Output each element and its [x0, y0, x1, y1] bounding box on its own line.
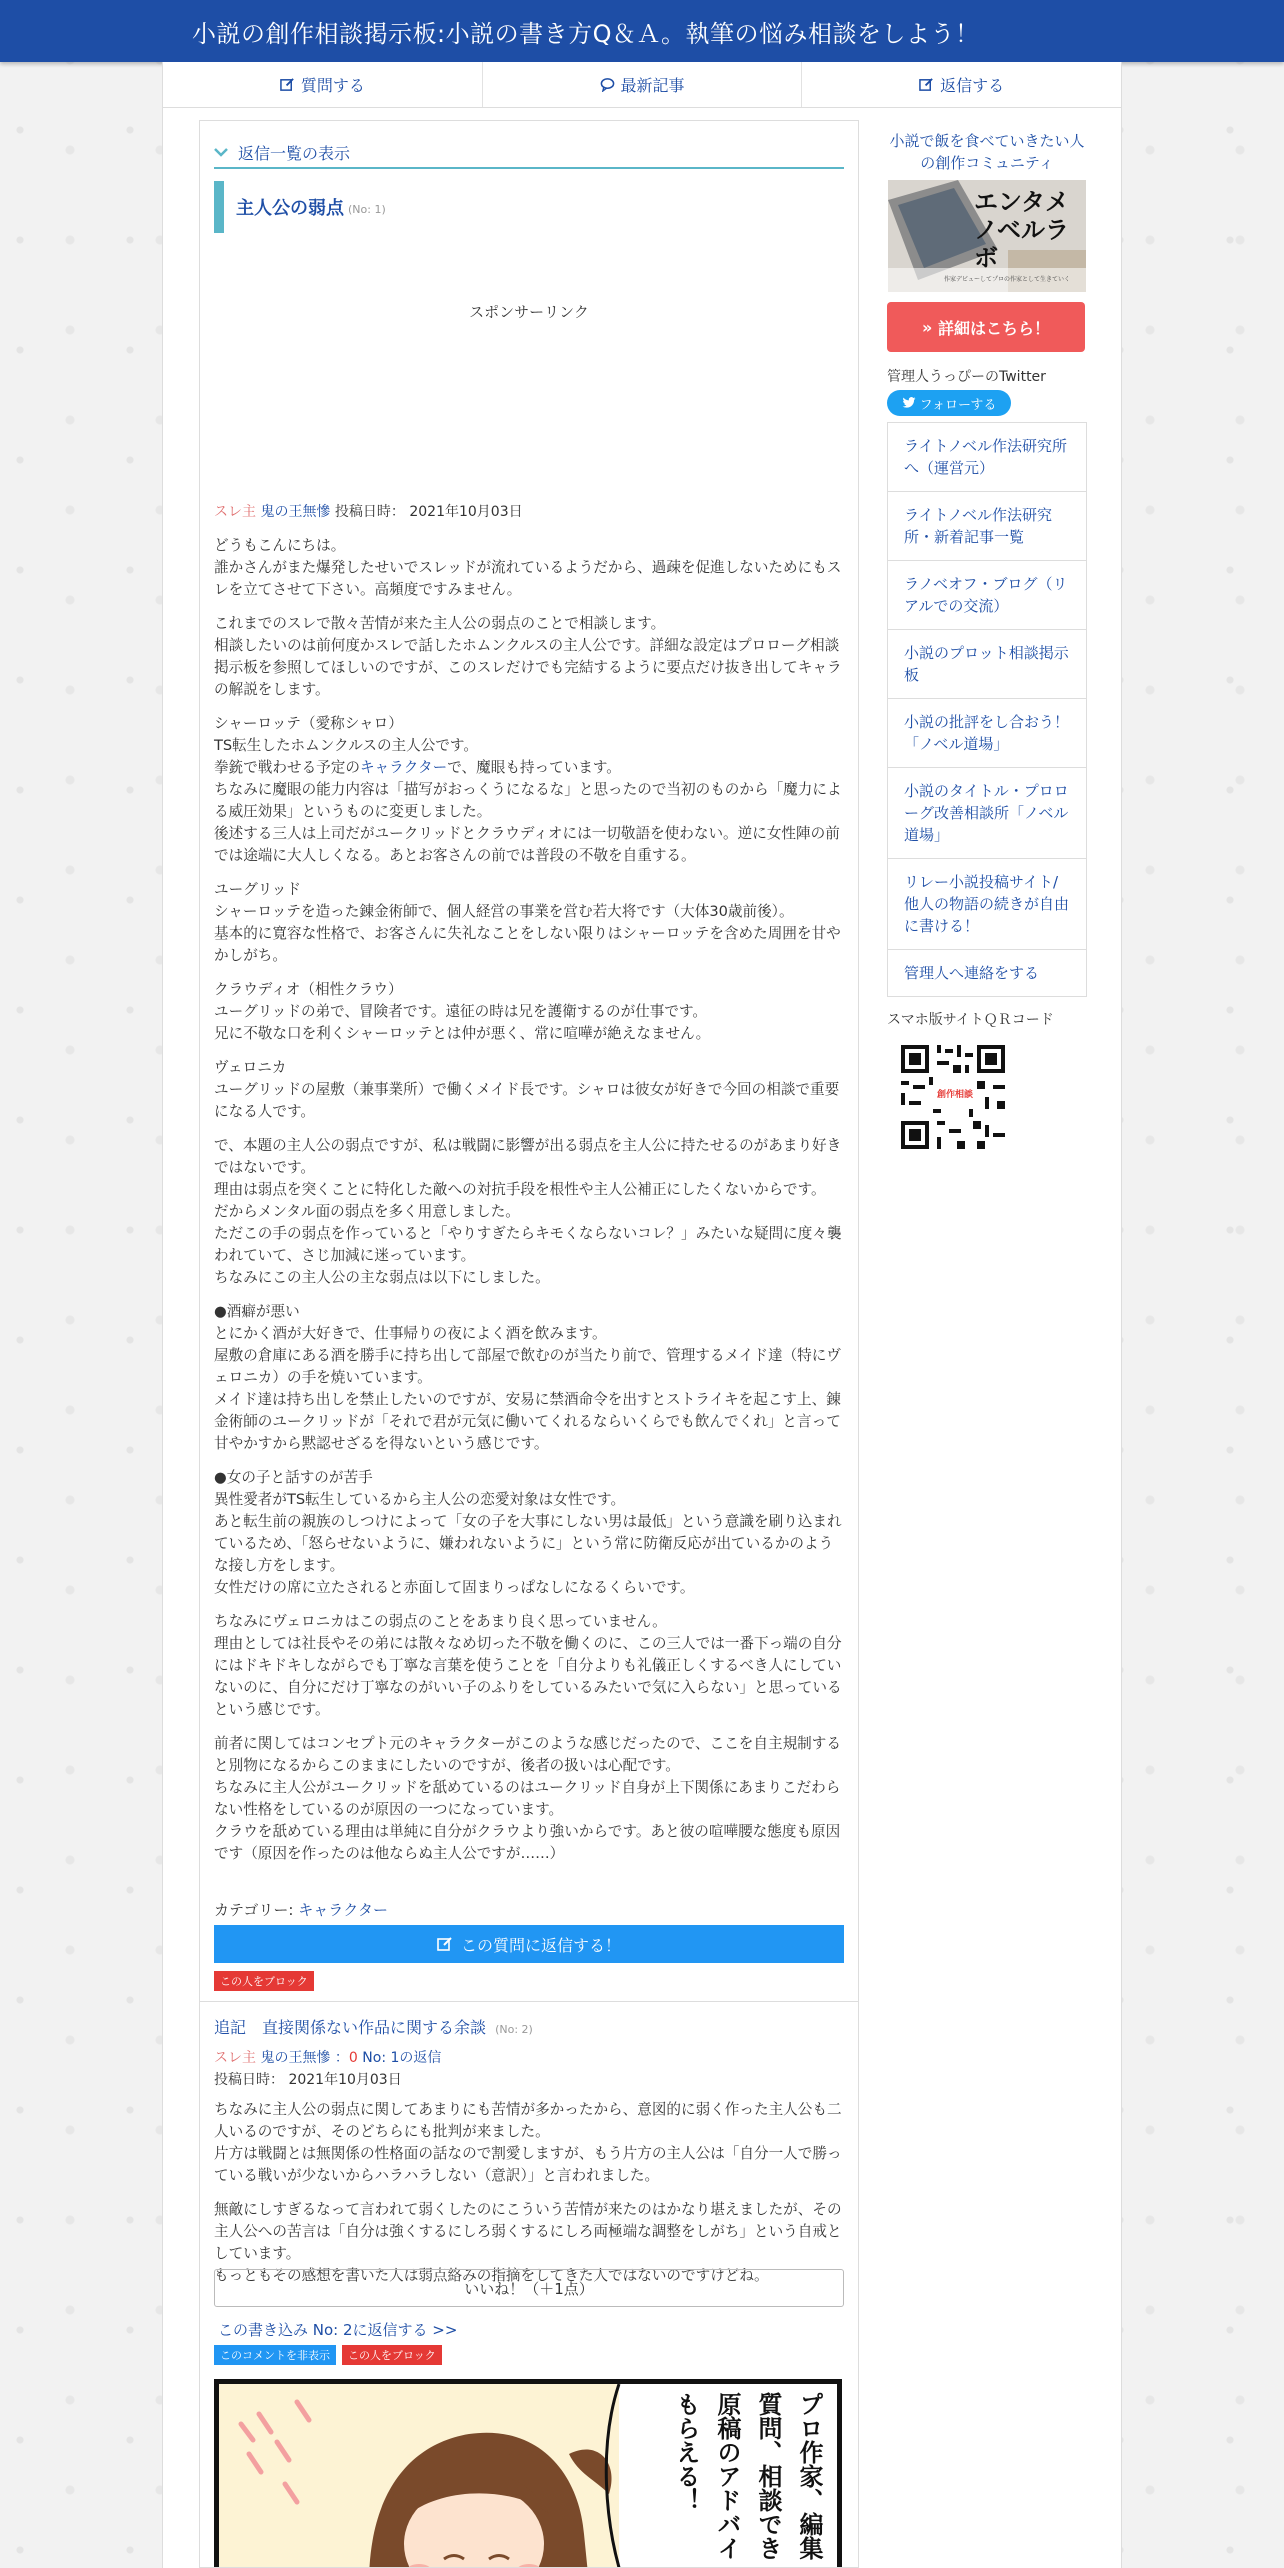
paragraph: ヴェロニカ ユーグリッドの屋敷（兼事業所）で働くメイド長です。シャロは彼女が好きで今回の相談で重要になる人です。: [214, 1059, 840, 1120]
sidebar-link[interactable]: 管理人へ連絡をする: [904, 964, 1040, 982]
block-user-button[interactable]: この人をブロック: [342, 2345, 442, 2365]
post-number: (No: 1): [348, 202, 386, 216]
twitter-follow-button[interactable]: フォローする: [887, 390, 1011, 416]
author-tag: スレ主: [214, 2050, 256, 2066]
reply-ref-link[interactable]: No: 1の返信: [362, 2050, 442, 2066]
nav-ask[interactable]: [163, 62, 483, 107]
sidebar-link[interactable]: 小説のプロット相談掲示板: [888, 630, 1086, 699]
post-category: [214, 1899, 388, 1920]
site-header: [0, 0, 1284, 62]
reply-count: 0: [348, 2050, 358, 2066]
paragraph: ●酒癖が悪い とにかく酒が大好きで、仕事帰りの夜によく酒を飲みます。 屋敷の倉庫にある酒を勝手に持ち出して部屋で飲むのが当たり前で、管理するメイド達（特にヴェロニカ）の手を焼いています。 メイド達は持ち出しを禁止したいのですが、安易に禁酒命令を出すとストライキを起こす上、錬金術師のユークリッドが「それで君が元気に働いてくれるならいくらでも飲んでくれ」と言って甘やかすから黙認せざるを得ないという感じです。: [214, 1303, 841, 1452]
post-meta: [214, 501, 523, 521]
nav-ask-label: 質問する: [300, 76, 365, 95]
chevron-down-icon: [214, 147, 228, 157]
details-button[interactable]: » 詳細はこちら！: [887, 302, 1085, 352]
author-link[interactable]: 鬼の王無慘: [260, 504, 331, 520]
paragraph: で、本題の主人公の弱点ですが、私は戦闘に影響が出る弱点を主人公に持たせるのがあまり好きではないです。 理由は弱点を突くことに特化した敵への対抗手段を根性や主人公補正にしたくないからです。 だからメンタル面の弱点を多く用意しました。 ただこの手の弱点を作っていると「やりすぎたらキモくならないコレ？」みたいな疑問に度々襲われていて、さじ加減に迷っています。 ちなみにこの主人公の主な弱点は以下にしました。: [214, 1137, 842, 1286]
reply-title-row: [214, 2015, 533, 2038]
sidebar: [887, 120, 1087, 1153]
block-user-button[interactable]: この人をブロック: [214, 1971, 314, 1991]
like-button[interactable]: いいね！（＋1点）: [214, 2269, 844, 2307]
reply-date-row: [214, 2069, 402, 2089]
character-link[interactable]: キャラクター: [359, 759, 448, 776]
divider: [200, 2001, 858, 2002]
post-body: [214, 535, 844, 1877]
banner-subtitle: 作家デビューしてプロの作家として生きていく: [944, 276, 1071, 283]
post-title: 主人公の弱点: [236, 198, 344, 219]
paragraph: ユーグリッド シャーロッテを造った錬金術師で、個人経営の事業を営む若大将です（大体30歳前後）。 基本的に寛容な性格で、お客さんに失礼なことをしない限りはシャーロッテを含めた周囲を甘やかしがち。: [214, 881, 841, 964]
sidebar-links: [887, 422, 1087, 997]
sidebar-link[interactable]: ライトノベル作法研究所・新着記事一覧: [888, 492, 1086, 561]
nav-bar: [163, 62, 1121, 108]
nav-latest[interactable]: [483, 62, 803, 107]
edit-icon: [280, 77, 295, 92]
page-container: [162, 62, 1122, 2568]
thread-panel: [199, 120, 859, 2568]
community-link[interactable]: 小説で飯を食べていきたい人の創作コミュニティ: [889, 132, 1085, 172]
comment-icon: [600, 77, 615, 92]
qr-label: スマホ版サイトＱＲコード: [887, 1012, 1054, 1028]
site-title[interactable]: 小説の創作相談掲示板:小説の書き方Q＆Ａ。執筆の悩み相談をしよう！: [192, 20, 980, 48]
manga-caption: プロ作家、編集 質問、相談でき 原稿のアドバイ もらえる！: [672, 2392, 823, 2560]
reply-date: 2021年10月03日: [288, 2072, 402, 2088]
nav-latest-label: 最新記事: [620, 76, 685, 95]
sidebar-link[interactable]: 小説の批評をし合おう！「ノベル道場」: [888, 699, 1086, 768]
paragraph: どうもこんにちは。 誰かさんがまた爆発したせいでスレッドが流れているようだから、過疎を促進しないためにもスレを立てさせて下さい。高頻度ですみません。: [214, 537, 842, 598]
sidebar-link[interactable]: 小説のタイトル・プロローグ改善相談所「ノベル道場」: [888, 768, 1086, 859]
sidebar-link[interactable]: リレー小説投稿サイト/他人の物語の続きが自由に書ける！: [888, 859, 1086, 950]
twitter-label: 管理人うっぴーのTwitter: [887, 369, 1046, 385]
qr-code: [897, 1041, 1009, 1153]
banner-title: エンタメ ノベルラボ: [974, 188, 1070, 272]
post-date-label: 投稿日時：: [334, 504, 405, 520]
reply-number: (No: 2): [495, 2023, 533, 2036]
paragraph: シャーロッテ（愛称シャロ） TS転生したホムンクルスの主人公です。 拳銃で戦わせる予定のキャラクターで、魔眼も持っています。 ちなみに魔眼の能力内容は「描写がおっくうになるな」と思ったので当初のものから「魔力による威圧効果」というものに変更しました。 後述する三人は上司だがユークリッドとクラウディオには一切敬語を使わない。逆に女性陣の前では途端に大人しくなる。あとお客さんの前では普段の不敬を自重する。: [214, 715, 842, 864]
reply-list-toggle[interactable]: [214, 137, 844, 169]
reply-date-label: 投稿日時：: [214, 2072, 284, 2088]
paragraph: ちなみに主人公の弱点に関してあまりにも苦情が多かったから、意図的に弱く作った主人公も二人いるのですが、そのどちらにも批判が来ました。 片方は戦闘とは無関係の性格面の話なので割愛しますが、もう片方の主人公は「自分一人で勝っている戦いが少ないからハラハラしない（意訳）」と言われました。: [214, 2101, 842, 2184]
nav-reply[interactable]: [802, 62, 1121, 107]
double-chevron-icon: »: [922, 317, 933, 337]
reply-to-question-button[interactable]: [214, 1925, 844, 1963]
sidebar-link[interactable]: ラノベオフ・ブログ（リアルでの交流）: [888, 561, 1086, 630]
category-label: カテゴリー:: [214, 1901, 294, 1919]
edit-icon: [919, 77, 934, 92]
paragraph: ちなみにヴェロニカはこの弱点のことをあまり良く思っていません。 理由としては社長やその弟には散々なめ切った不敬を働くのに、この三人では一番下っ端の自分にはドキドキしながらでも丁寧な言葉を使うことを「自分よりも礼儀正しくするべき人にしていないのに、自分にだけ丁寧なのがいい子のふりをしているみたいで気に入らない」と思っているという感じです。: [214, 1613, 842, 1718]
reply-meta: スレ主 鬼の王無慘 ：0 No: 1の返信: [214, 2050, 442, 2066]
paragraph: 前者に関してはコンセプト元のキャラクターがこのような感じだったので、ここを自主規制すると別物になるからこのままにしたいのですが、後者の扱いは心配です。 ちなみに主人公がユークリッドを舐めているのはユークリッド自身が上下関係にあまりこだわらない性格をしているのが原因の一つになっています。 クラウを舐めている理由は単純に自分がクラウより強いからです。あと彼の喧嘩腰な態度も原因です（原因を作ったのは他ならぬ主人公ですが……）: [214, 1735, 841, 1862]
novel-lab-banner[interactable]: [888, 180, 1086, 292]
paragraph: 無敵にしすぎるなって言われて弱くしたのにこういう苦情が来たのはかなり堪えましたが、その主人公への苦言は「自分は強くするにしろ弱くするにしろ両極端な調整をしがち」という自戒としています。 もっともその感想を書いた人は弱点絡みの指摘をしてきた人ではないのですけどね。: [214, 2201, 842, 2284]
paragraph: ●女の子と話すのが苦手 異性愛者がTS転生しているから主人公の恋愛対象は女性です。 あと転生前の親族のしつけによって「女の子を大事にしない男は最低」という意識を刷り込まれているため、「怒らせないように、嫌われないように」という常に防衛反応が出ているかのような接し方をします。 女性だけの席に立たされると赤面して固まりっぱなしになるくらいです。: [214, 1469, 842, 1596]
sponsor-label: スポンサーリンク: [469, 303, 589, 321]
post-title-block: [214, 181, 844, 233]
manga-ad-image[interactable]: [214, 2379, 842, 2568]
hide-comment-button[interactable]: このコメントを非表示: [214, 2345, 336, 2365]
nav-reply-label: 返信する: [940, 76, 1005, 95]
comment-actions: [214, 2345, 442, 2365]
paragraph: クラウディオ（相性クラウ） ユーグリッドの弟で、冒険者です。遠征の時は兄を護衛するのが仕事です。 兄に不敬な口を利くシャーロッテとは仲が悪く、常に喧嘩が絶えなません。: [214, 981, 711, 1042]
reply-to-question-label: この質問に返信する！: [460, 1935, 621, 1955]
author-tag: スレ主: [214, 504, 256, 520]
reply-to-comment-link[interactable]: この書き込み No: 2に返信する >>: [218, 2321, 458, 2339]
author-link[interactable]: 鬼の王無慘: [260, 2050, 331, 2066]
post-date: 2021年10月03日: [409, 504, 523, 520]
paragraph: これまでのスレで散々苦情が来た主人公の弱点のことで相談します。 相談したいのは前何度かスレで話したホムンクルスの主人公です。詳細な設定はプロローグ相談掲示板を参照してほしいのですが、このスレだけでも完結するように要点だけ抜き出してキャラの解説をします。: [214, 615, 842, 698]
reply-title[interactable]: 追記 直接関係ない作品に関する余談: [214, 2018, 487, 2037]
twitter-icon: [902, 397, 916, 409]
category-link[interactable]: キャラクター: [298, 1901, 388, 1919]
qr-badge: 創作相談: [936, 1090, 973, 1100]
reply-list-toggle-label: 返信一覧の表示: [238, 143, 351, 163]
sidebar-link[interactable]: ライトノベル作法研究所へ（運営元）: [888, 423, 1086, 492]
edit-icon: [437, 1936, 453, 1952]
